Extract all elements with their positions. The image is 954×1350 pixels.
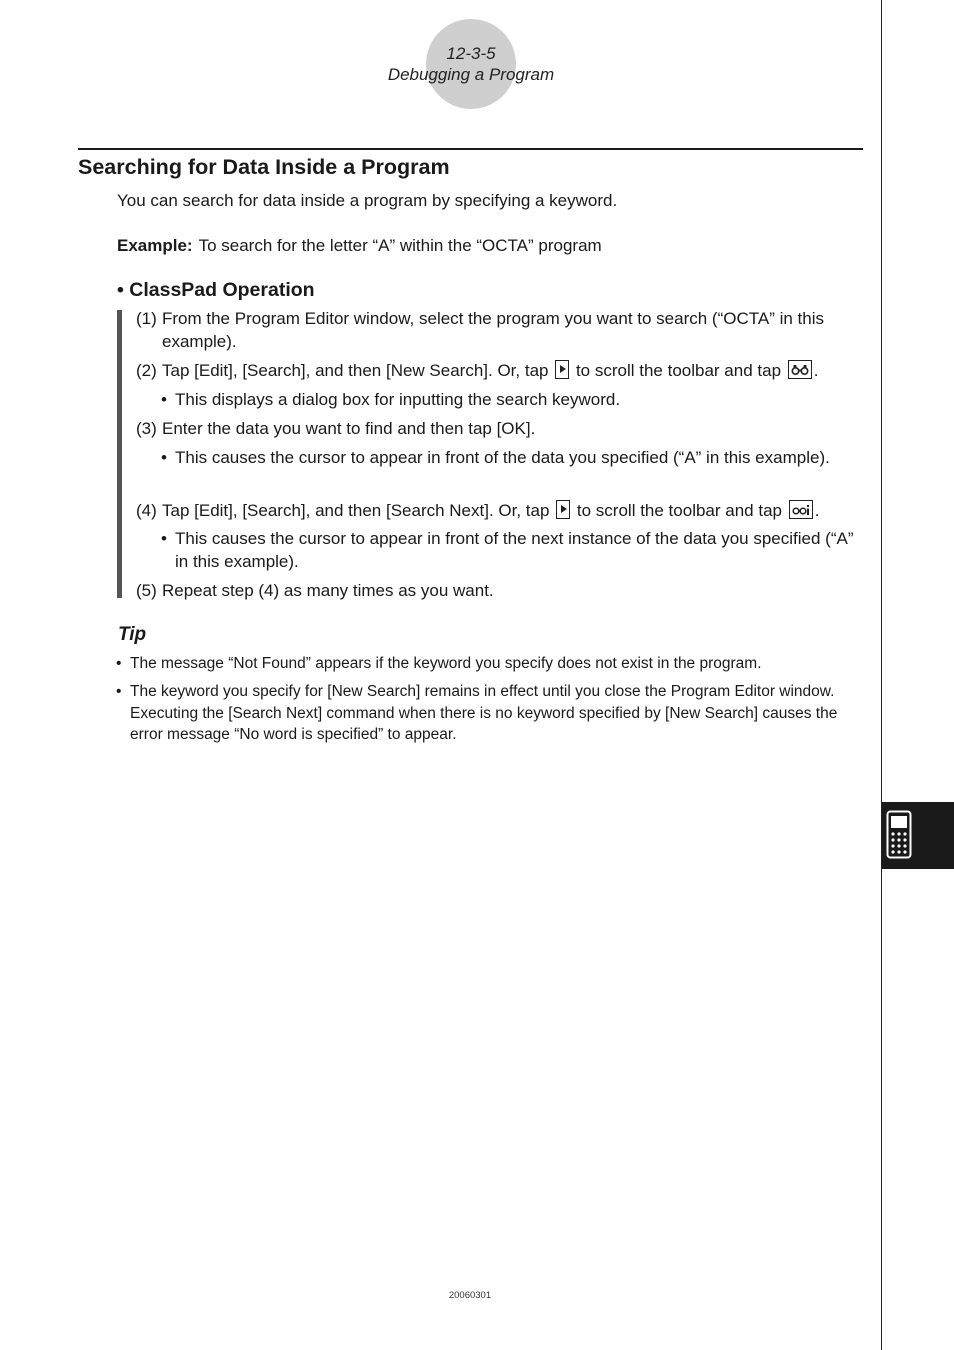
note-bullet: • (161, 390, 167, 409)
step-text-part: Tap [Edit], [Search], and then [Search Next]. Or, tap (162, 501, 550, 520)
step-text (162, 499, 862, 522)
operation-heading (117, 279, 315, 302)
tip-item-2 (116, 681, 856, 746)
tip-bullet: • (116, 655, 122, 672)
page-number: 12-3-5 (446, 44, 496, 63)
operation-bullet: • (117, 279, 124, 301)
step-text (162, 359, 862, 382)
tip-bullet: • (116, 683, 122, 700)
step-2 (136, 359, 862, 382)
chapter-title: Debugging a Program (387, 65, 555, 84)
note-text: This causes the cursor to appear in front of the data you specified (“A” in this example). (175, 448, 830, 467)
note-bullet: • (161, 448, 167, 467)
step-3-note (161, 446, 863, 469)
example-label: Example: (117, 236, 193, 255)
step-text: From the Program Editor window, select the program you want to search (“OCTA” in this example). (162, 309, 824, 351)
new-search-icon (788, 360, 812, 379)
tip-heading: Tip (118, 624, 147, 645)
step-text: Enter the data you want to find and then tap [OK]. (162, 419, 536, 438)
chapter-side-tab (882, 802, 954, 869)
step-1 (136, 307, 862, 353)
step-number: (1) (136, 309, 157, 328)
section-rule (78, 148, 863, 150)
note-text: This displays a dialog box for inputting the search keyword. (175, 390, 621, 409)
scroll-right-arrow-icon (555, 360, 569, 379)
step-text-part: . (814, 501, 820, 520)
section-title: Searching for Data Inside a Program (78, 155, 450, 179)
tip-text: The keyword you specify for [New Search] remains in effect until you close the Program Editor window. Executing the [Search Next] command when there is no keyword specified by [New Search] causes the error message “No word is specified” to appear. (130, 683, 838, 743)
step-number: (3) (136, 419, 157, 438)
step-number: (2) (136, 361, 157, 380)
note-text: This causes the cursor to appear in front of the next instance of the data you specified (“A” in this example). (175, 529, 854, 571)
note-bullet: • (161, 529, 167, 548)
page-header (0, 0, 940, 120)
scroll-right-arrow-icon (556, 500, 570, 519)
step-text-part: to scroll the toolbar and tap (575, 361, 782, 380)
calculator-icon (886, 810, 912, 860)
page-edge-rule (881, 0, 882, 1350)
tip-item-1 (116, 653, 856, 675)
step-number: (4) (136, 501, 157, 520)
search-next-icon (789, 500, 813, 519)
step-text-part: Tap [Edit], [Search], and then [New Search]. Or, tap (162, 361, 549, 380)
step-text-part: . (813, 361, 819, 380)
operation-heading-text: ClassPad Operation (129, 279, 315, 301)
example-line (117, 236, 602, 256)
step-2-note (161, 388, 863, 411)
header-circle-decoration (426, 19, 516, 109)
step-text-part: to scroll the toolbar and tap (576, 501, 782, 520)
step-number: (5) (136, 581, 157, 600)
footer-code: 20060301 (448, 1290, 492, 1301)
step-5 (136, 579, 862, 602)
example-text: To search for the letter “A” within the “OCTA” program (198, 236, 602, 255)
step-4 (136, 499, 862, 522)
intro-paragraph: You can search for data inside a program by specifying a keyword. (117, 191, 618, 210)
tip-text: The message “Not Found” appears if the keyword you specify does not exist in the program. (130, 655, 762, 672)
step-4-note (161, 527, 863, 573)
operation-side-bar (117, 310, 122, 598)
step-3 (136, 417, 862, 440)
step-text: Repeat step (4) as many times as you want. (162, 581, 494, 600)
